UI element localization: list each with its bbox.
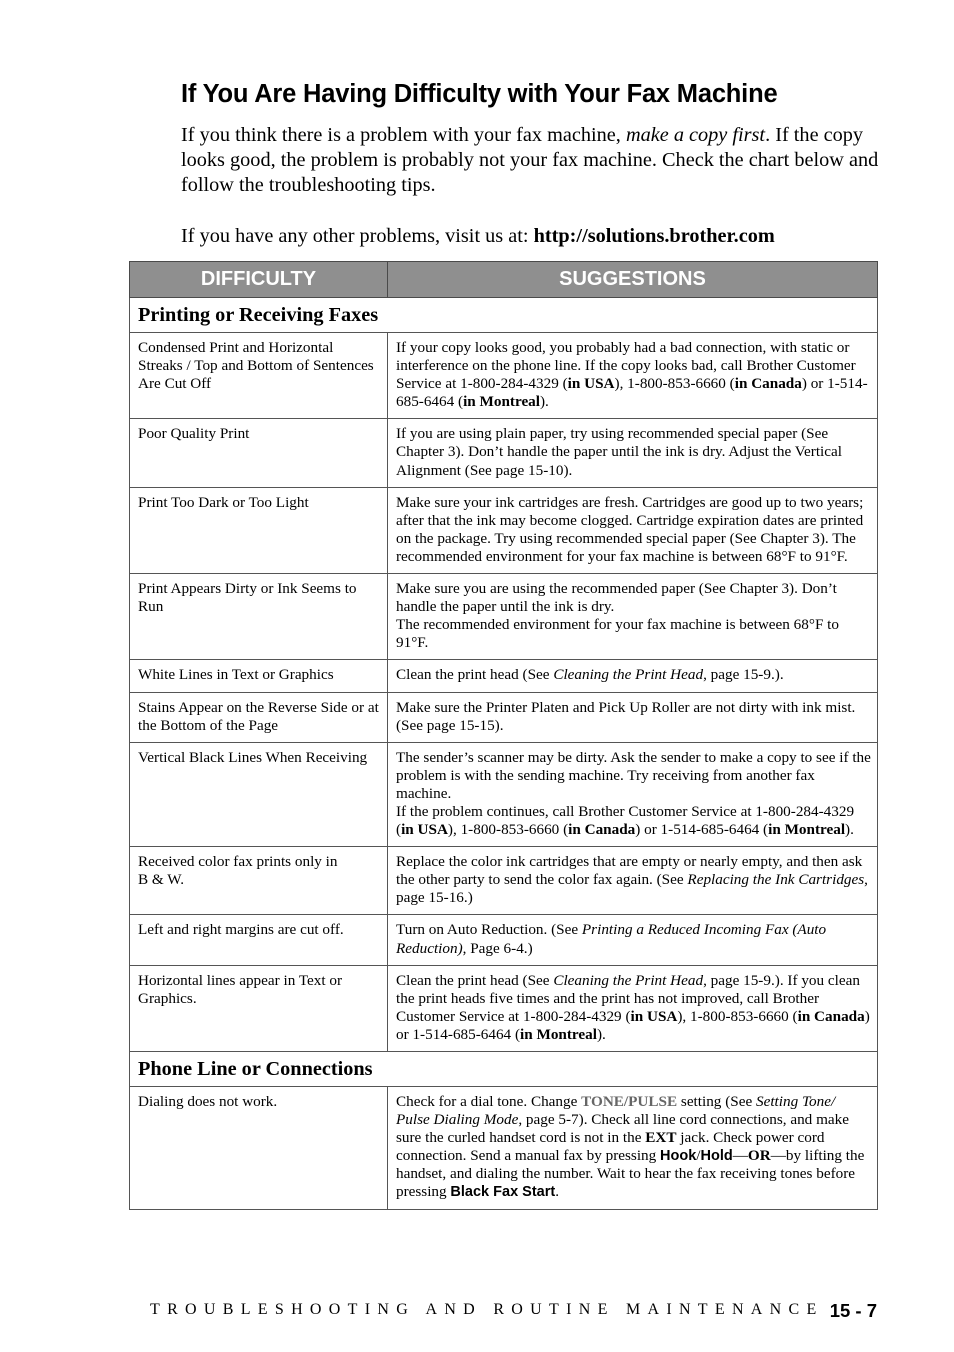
- suggestion-cell: Make sure the Printer Platen and Pick Up Roller are not dirty with ink mist. (See page 15-15).: [388, 692, 878, 742]
- suggestion-bold: in USA: [630, 1007, 678, 1025]
- suggestion-text: /: [696, 1147, 701, 1165]
- difficulty-cell: Dialing does not work.: [130, 1087, 388, 1210]
- suggestion-cell: [388, 1087, 878, 1210]
- suggestion-reference: Replacing the Ink Cartridges: [687, 871, 865, 889]
- difficulty-cell: Vertical Black Lines When Receiving: [130, 742, 388, 846]
- page-number: 15 - 7: [829, 1300, 877, 1321]
- table-row: [130, 1087, 878, 1210]
- table-row: [130, 965, 878, 1051]
- difficulty-cell: Left and right margins are cut off.: [130, 915, 388, 965]
- suggestion-cell: Make sure your ink cartridges are fresh. Cartridges are good up to two years; after that the ink may become clogged. Cartridge expiration dates are printed on the package. Try using recommended special paper (See Chapter 3). The recommended environment for your fax machine is between 68°F to 91°F.: [388, 487, 878, 573]
- table-row: [130, 333, 878, 419]
- table-row: [130, 419, 878, 487]
- suggestion-cell: [388, 742, 878, 846]
- intro-text-1: If you think there is a problem with your fax machine,: [181, 124, 626, 146]
- suggestion-text: ).: [596, 1025, 606, 1043]
- suggestion-reference: Cleaning the Print Head: [553, 971, 704, 989]
- suggestion-text: Clean the print head (See: [396, 666, 554, 684]
- difficulty-text: B & W.: [138, 871, 184, 889]
- table-row: [130, 915, 878, 965]
- difficulty-cell: Horizontal lines appear in Text or Graphics.: [130, 965, 388, 1051]
- suggestion-bold: in USA: [567, 375, 615, 393]
- suggestion-text: , page 5-7). Check all line cord connections, and make sure the curled handset cord is not in the: [396, 1111, 849, 1147]
- suggestion-text: The recommended environment for your fax machine is between 68°F to 91°F.: [396, 616, 839, 652]
- table-row: [130, 660, 878, 692]
- table-row: [130, 847, 878, 915]
- section-row-printing: [130, 298, 878, 333]
- suggestion-text: ), 1-800-853-6660 (: [447, 821, 569, 839]
- difficulty-cell: Condensed Print and Horizontal Streaks / Top and Bottom of Sentences Are Cut Off: [130, 333, 388, 419]
- difficulty-header: DIFFICULTY: [130, 262, 388, 298]
- suggestion-text: , page 15-9.).: [703, 666, 784, 684]
- table-row: [130, 692, 878, 742]
- suggestion-text: jack. Check power cord connection. Send a manual fax by pressing: [396, 1129, 825, 1165]
- visit-line: [181, 224, 881, 249]
- suggestion-cell: [388, 847, 878, 915]
- suggestion-text: —by lifting the handset, and dialing the number. Wait to hear the fax receiving tones before pressing: [396, 1147, 865, 1201]
- black-fax-start-key: Black Fax Start: [450, 1184, 556, 1201]
- suggestion-text: , page 15-16.): [396, 871, 868, 907]
- difficulty-cell: Print Appears Dirty or Ink Seems to Run: [130, 574, 388, 660]
- suggestion-bold: in Montreal: [463, 393, 540, 411]
- intro-text-2: . If the copy looks good, the problem is probably not your fax machine. Check the chart below and follow the troubleshooting tips.: [181, 124, 879, 196]
- suggestion-text: , Page 6-4.): [462, 939, 533, 957]
- table-row: [130, 487, 878, 573]
- hook-key: Hook: [660, 1148, 697, 1165]
- suggestion-text: ), 1-800-853-6660 (: [614, 375, 735, 393]
- suggestion-cell: [388, 660, 878, 692]
- suggestion-text: ) or 1-514-685-6464 (: [635, 821, 769, 839]
- suggestion-reference: Printing a Reduced Incoming Fax (Auto Reduction): [396, 921, 827, 957]
- visit-label: If you have any other problems, visit us at:: [181, 225, 534, 247]
- suggestion-bold: in Montreal: [520, 1025, 597, 1043]
- suggestion-bold: in Canada: [734, 375, 802, 393]
- support-url: http://solutions.brother.com: [533, 225, 775, 247]
- intro-emphasis: make a copy first: [625, 124, 766, 146]
- suggestion-text: , page 15-9.). If you clean the print heads five times and the print has not improved, call Brother Customer Service at 1-800-284-4329 (: [396, 971, 860, 1025]
- suggestion-text: .: [555, 1183, 559, 1201]
- suggestion-reference: Cleaning the Print Head: [553, 666, 704, 684]
- suggestion-text: ).: [845, 821, 854, 839]
- difficulty-cell: [130, 847, 388, 915]
- suggestion-cell: [388, 915, 878, 965]
- suggestion-text: Check for a dial tone. Change: [396, 1093, 582, 1110]
- difficulty-cell: White Lines in Text or Graphics: [130, 660, 388, 692]
- suggestion-text: If the problem continues, call Brother Customer Service at 1-800-284-4329 (: [396, 802, 855, 839]
- tone-pulse-key: TONE/PULSE: [581, 1093, 678, 1110]
- suggestion-cell: [388, 574, 878, 660]
- suggestion-text: ) or 1-514-685-6464 (: [396, 375, 868, 411]
- ext-jack-label: EXT: [645, 1129, 677, 1147]
- suggestion-text: Make sure you are using the recommended paper (See Chapter 3). Don’t handle the paper until the ink is dry.: [396, 580, 837, 616]
- suggestion-bold: in Canada: [797, 1007, 865, 1025]
- suggestion-bold: in Montreal: [768, 821, 846, 839]
- suggestions-header: SUGGESTIONS: [388, 262, 878, 298]
- page-title: If You Are Having Difficulty with Your Fax Machine: [181, 80, 778, 108]
- suggestion-cell: If you are using plain paper, try using recommended special paper (See Chapter 3). Don’t handle the paper until the ink is dry. Adjust the Vertical Alignment (See page 15-10).: [388, 419, 878, 487]
- suggestion-bold: in Canada: [568, 821, 636, 839]
- section-title: Printing or Receiving Faxes: [130, 298, 878, 333]
- suggestion-text: ) or 1-514-685-6464 (: [396, 1007, 870, 1043]
- intro-paragraph: [181, 123, 881, 198]
- or-label: OR: [747, 1147, 771, 1165]
- footer-section-title: TROUBLESHOOTING AND ROUTINE MAINTENANCE: [150, 1301, 824, 1318]
- difficulty-cell: Stains Appear on the Reverse Side or at the Bottom of the Page: [130, 692, 388, 742]
- suggestion-text: Replace the color ink cartridges that are empty or nearly empty, and then ask the other party to send the color fax again. (See: [396, 853, 863, 889]
- suggestion-cell: [388, 965, 878, 1051]
- difficulty-text: Received color fax prints only in: [138, 853, 338, 871]
- section-title: Phone Line or Connections: [130, 1052, 878, 1087]
- suggestion-bold: in USA: [401, 821, 448, 839]
- page-footer: [150, 1300, 877, 1322]
- table-row: [130, 574, 878, 660]
- suggestion-cell: [388, 333, 878, 419]
- suggestion-text: ), 1-800-853-6660 (: [677, 1007, 798, 1025]
- suggestion-text: The sender’s scanner may be dirty. Ask the sender to make a copy to see if the problem is with the sending machine. Try receiving from another fax machine.: [396, 748, 871, 802]
- suggestion-reference: Setting Tone/ Pulse Dialing Mode: [396, 1093, 836, 1129]
- section-row-phone-line: [130, 1052, 878, 1087]
- suggestion-text: Clean the print head (See: [396, 971, 554, 989]
- suggestion-text: If your copy looks good, you probably had a bad connection, with static or interference on the phone line. If the copy looks bad, call Brother Customer Service at 1-800-284-4329 (: [396, 339, 856, 393]
- troubleshooting-table: [129, 261, 878, 1210]
- table-header-row: [130, 262, 878, 298]
- hold-key: Hold: [700, 1148, 733, 1165]
- suggestion-text: Turn on Auto Reduction. (See: [396, 921, 582, 939]
- table-row: [130, 742, 878, 846]
- difficulty-cell: Print Too Dark or Too Light: [130, 487, 388, 573]
- suggestion-text: ).: [540, 393, 549, 411]
- suggestion-text: setting (See: [677, 1093, 756, 1110]
- difficulty-cell: Poor Quality Print: [130, 419, 388, 487]
- suggestion-text: —: [732, 1147, 748, 1165]
